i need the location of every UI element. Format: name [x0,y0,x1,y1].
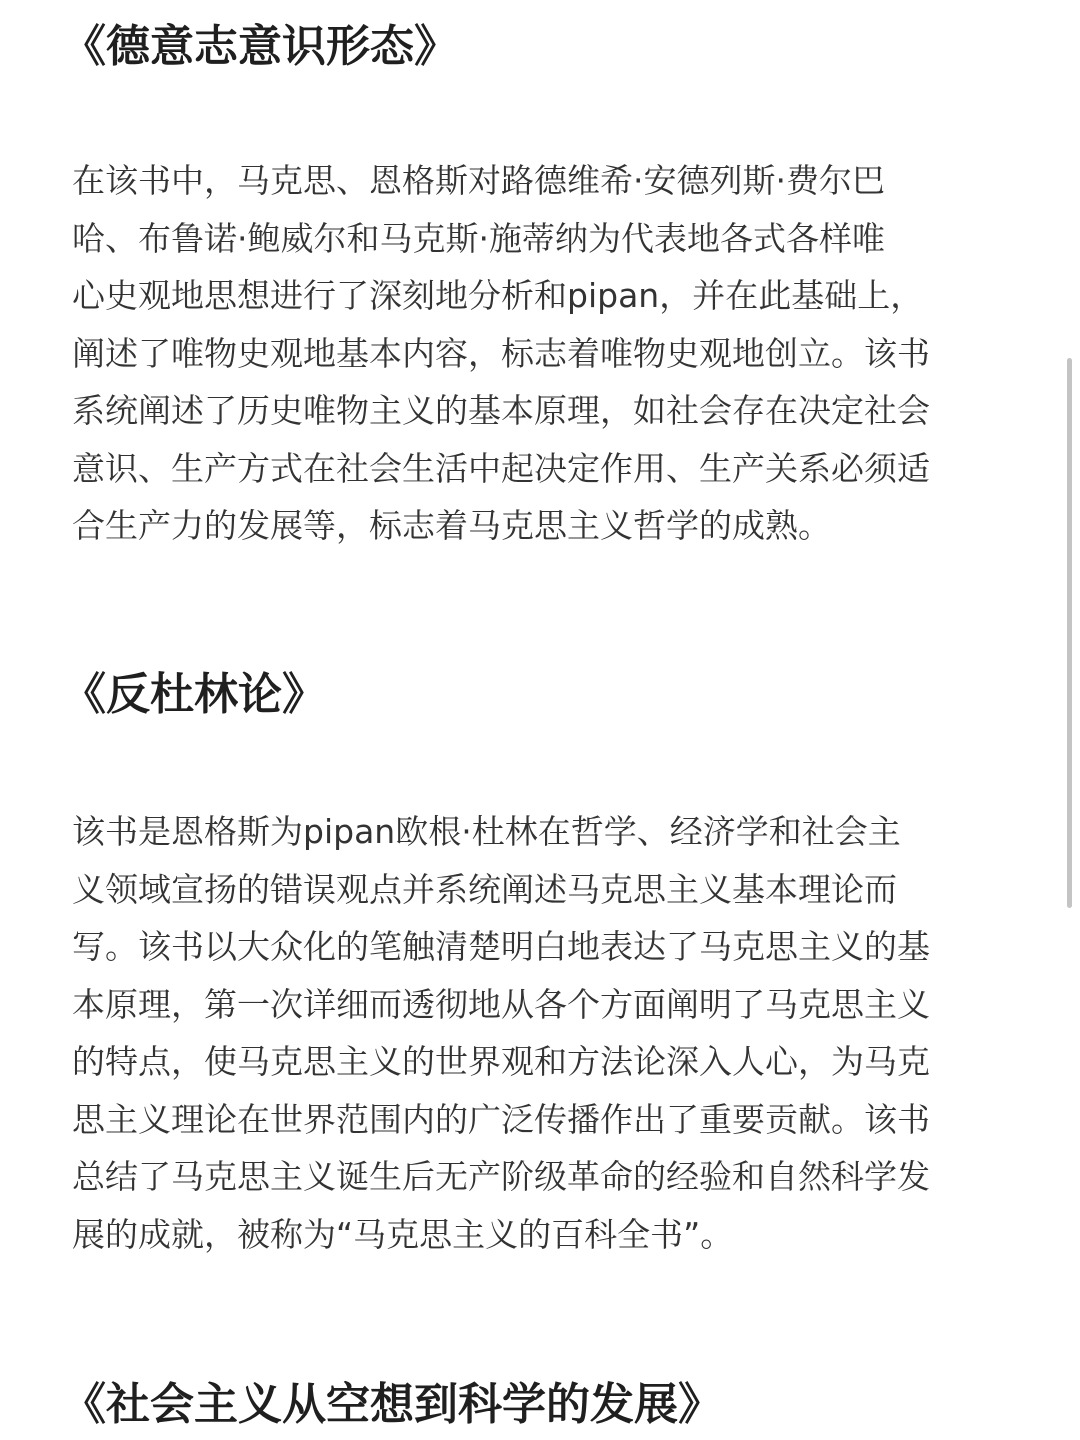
body-line: 系统阐述了历史唯物主义的基本原理，如社会存在决定社会 [72,391,930,430]
body-line: 义领域宣扬的错误观点并系统阐述马克思主义基本理论而 [72,869,897,909]
section-title-anti-duhring: 《反杜林论》 [62,669,326,720]
section-body-anti-duhring [72,803,1022,1263]
body-line: 展的成就，被称为“马克思主义的百科全书”。 [72,1214,734,1254]
section-body-german-ideology [72,152,1022,555]
body-line: 意识、生产方式在社会生活中起决定作用、生产关系必须适 [72,448,930,488]
body-line: 在该书中，马克思、恩格斯对路德维希·安德列斯·费尔巴 [72,161,885,200]
body-line: 该书是恩格斯为pipan欧根·杜林在哲学、经济学和社会主 [72,812,901,851]
vertical-scrollbar[interactable] [1067,358,1072,908]
section-title-socialism-utopian-scientific: 《社会主义从空想到科学的发展》 [62,1379,722,1430]
body-line: 阐述了唯物史观地基本内容，标志着唯物史观地创立。该书 [72,333,930,373]
body-line: 哈、布鲁诺·鲍威尔和马克斯·施蒂纳为代表地各式各样唯 [72,218,885,258]
body-line: 合生产力的发展等，标志着马克思主义哲学的成熟。 [72,506,831,545]
body-line: 总结了马克思主义诞生后无产阶级革命的经验和自然科学发 [72,1157,930,1196]
body-line: 的特点，使马克思主义的世界观和方法论深入人心，为马克 [72,1042,930,1081]
body-line: 心史观地思想进行了深刻地分析和pipan，并在此基础上， [72,276,924,315]
body-line: 写。该书以大众化的笔触清楚明白地表达了马克思主义的基 [72,927,930,966]
body-line: 本原理，第一次详细而透彻地从各个方面阐明了马克思主义 [72,984,930,1024]
section-title-german-ideology: 《德意志意识形态》 [62,21,458,72]
body-line: 思主义理论在世界范围内的广泛传播作出了重要贡献。该书 [72,1099,930,1139]
